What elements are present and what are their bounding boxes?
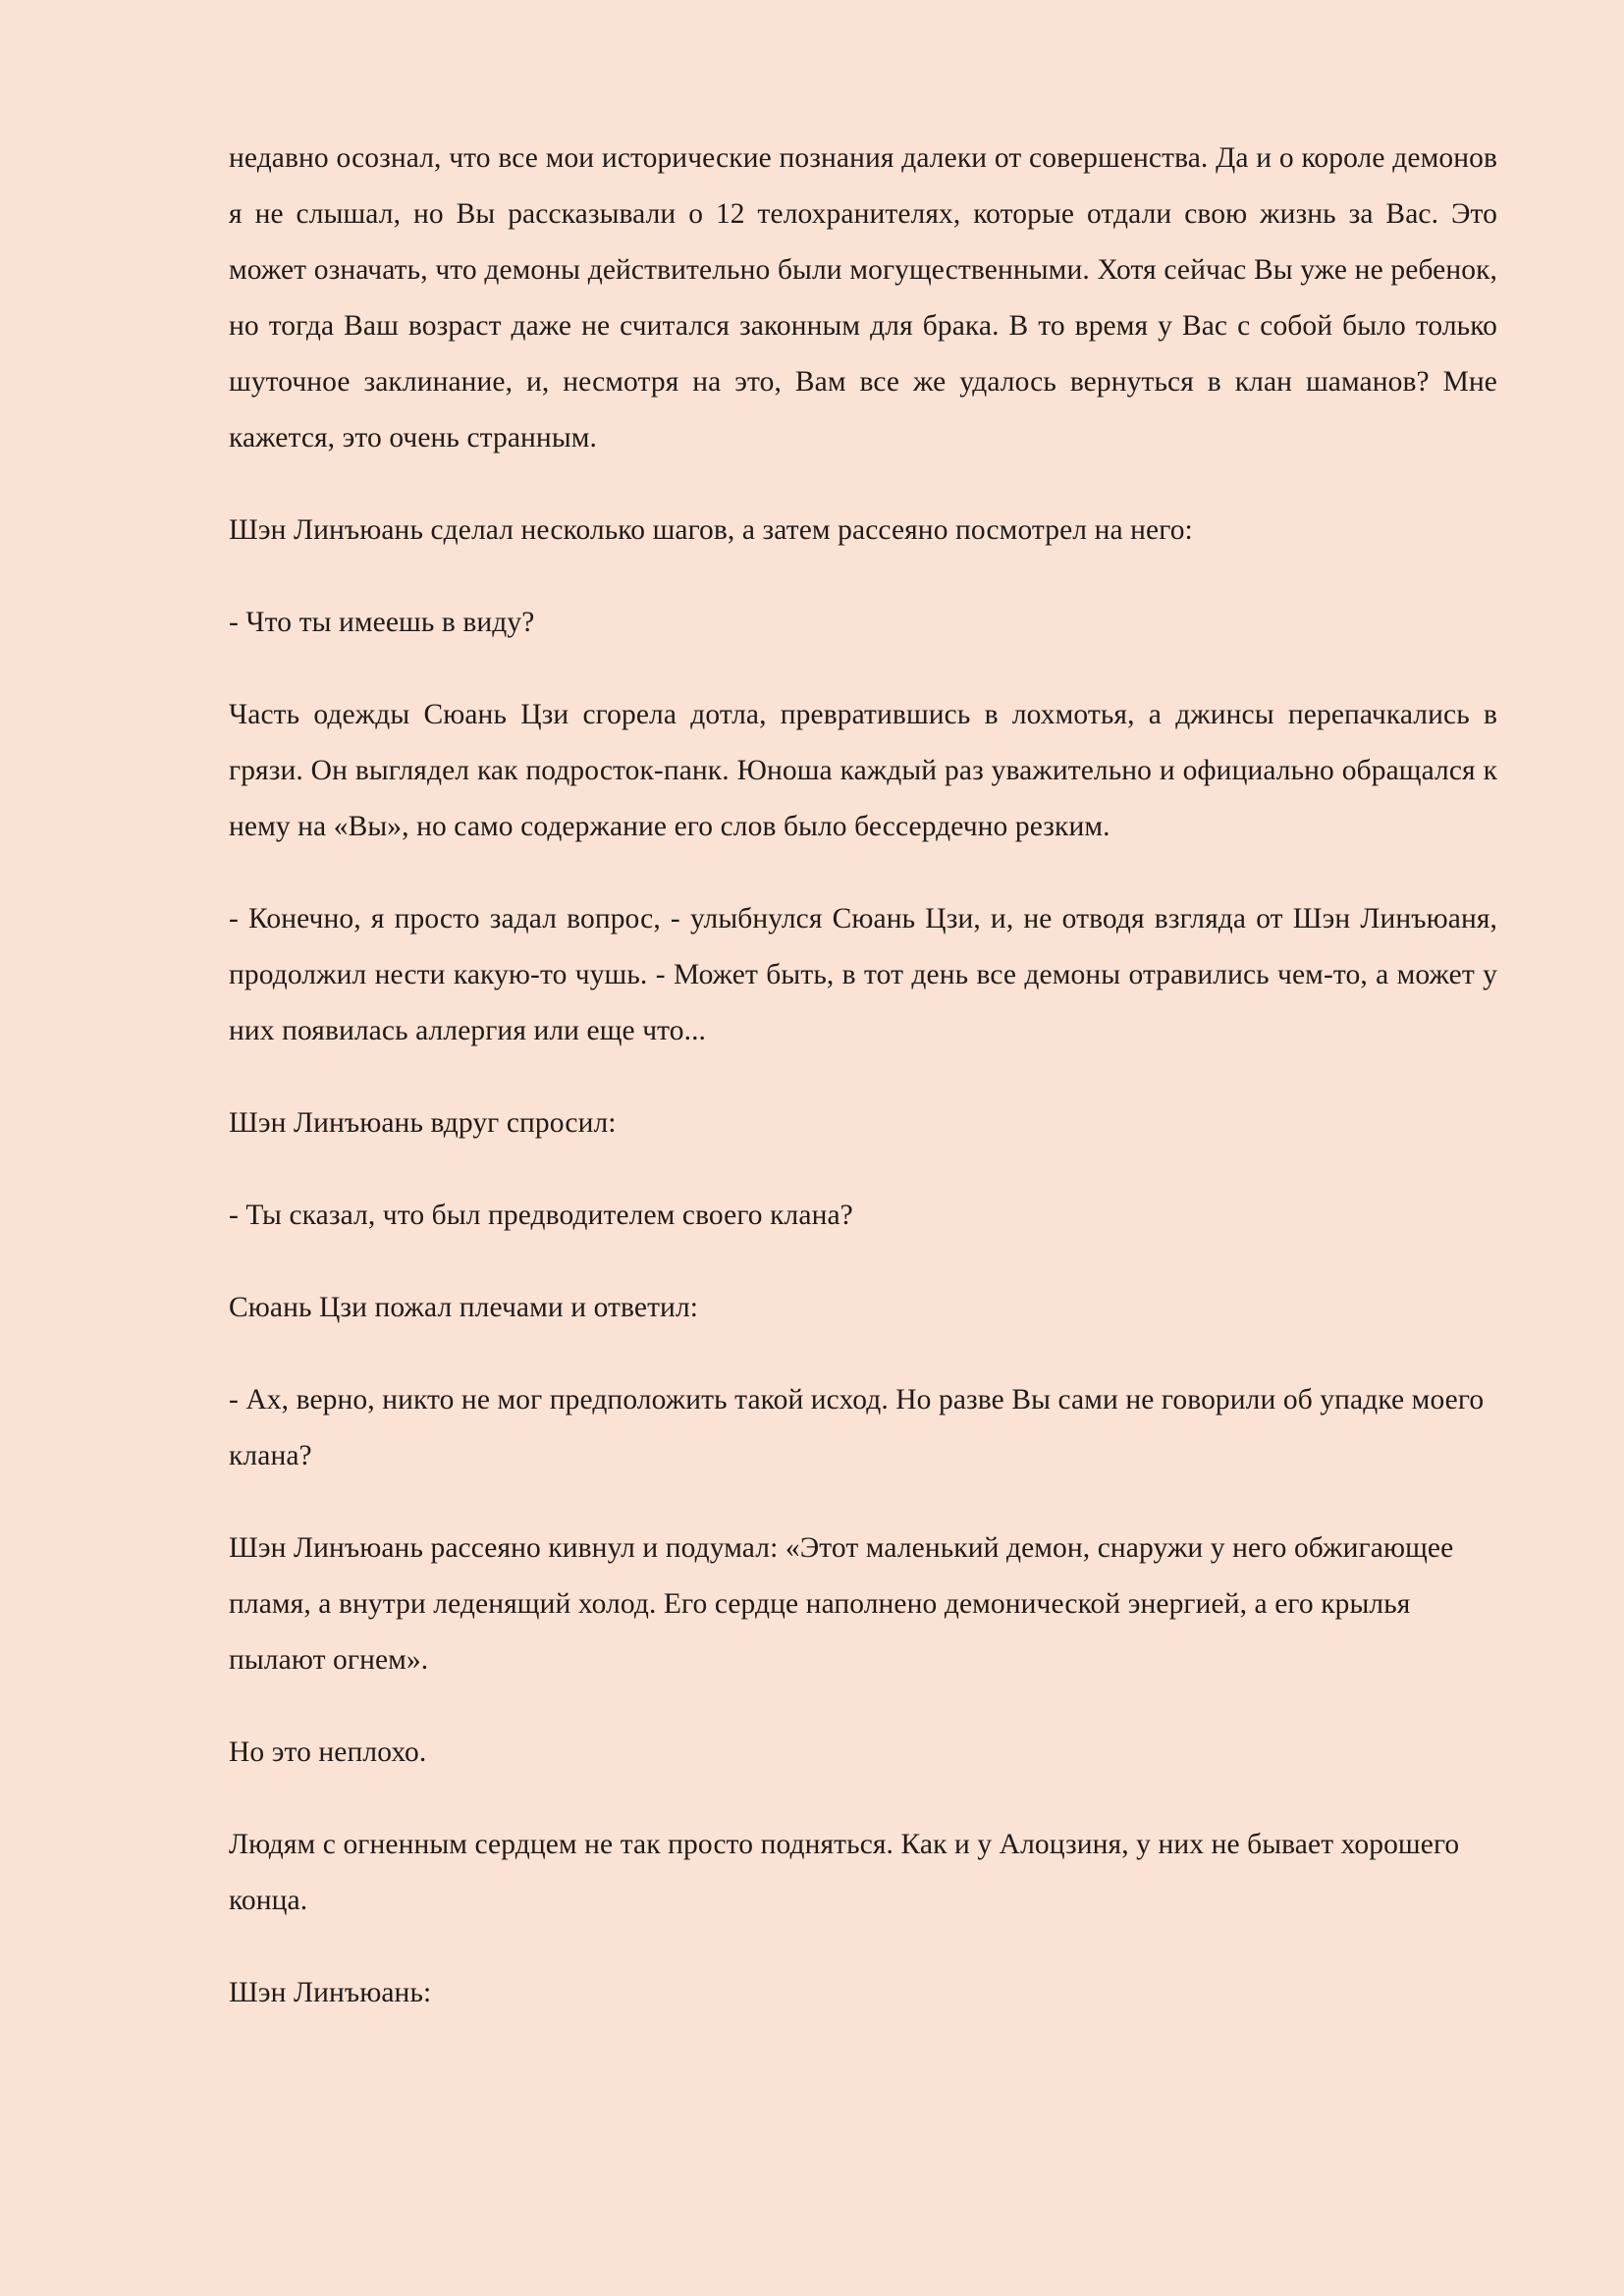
paragraph-8: Сюань Цзи пожал плечами и ответил: (229, 1292, 699, 1323)
document-body (229, 131, 1497, 2021)
paragraph-2: Шэн Линъюань сделал несколько шагов, а затем рассеяно посмотрел на него: (229, 514, 1193, 546)
paragraph-12: Людям с огненным сердцем не так просто подняться. Как и у Алоцзиня, у них не бывает хорошего конца. (229, 1829, 1460, 1916)
paragraph-13: Шэн Линъюань: (229, 1977, 432, 2008)
paragraph-1: недавно осознал, что все мои исторические познания далеки от совершенства. Да и о короле демонов я не слышал, но Вы рассказывали о 12 телохранителях, которые отдали свою жизнь за Вас. Это может означать, что демоны действительно были могущественными. Хотя сейчас Вы уже не ребенок, но тогда Ваш возраст даже не считался законным для брака. В то время у Вас с собой было только шуточное заклинание, и, несмотря на это, Вам все же удалось вернуться в клан шаманов? Мне кажется, это очень странным. (229, 142, 1497, 454)
paragraph-5-dialogue: - Конечно, я просто задал вопрос, - улыбнулся Сюань Цзи, и, не отводя взгляда от Шэн Линъюаня, продолжил нести какую-то чушь. - Может быть, в тот день все демоны отравились чем-то, а может у них появилась аллергия или еще что... (229, 903, 1497, 1046)
paragraph-6: Шэн Линъюань вдруг спросил: (229, 1107, 617, 1139)
paragraph-3-dialogue: - Что ты имеешь в виду? (229, 607, 535, 638)
paragraph-10: Шэн Линъюань рассеяно кивнул и подумал: «Этот маленький демон, снаружи у него обжигающее пламя, а внутри леденящий холод. Его сердце наполнено демонической энергией, а его крылья пылают огнем». (229, 1532, 1454, 1676)
paragraph-7-dialogue: - Ты сказал, что был предводителем своего клана? (229, 1200, 853, 1231)
paragraph-4: Часть одежды Сюань Цзи сгорела дотла, превратившись в лохмотья, а джинсы перепачкались в грязи. Он выглядел как подросток-панк. Юноша каждый раз уважительно и официально обращался к нему на «Вы», но само содержание его слов было бессердечно резким. (229, 699, 1497, 842)
paragraph-11: Но это неплохо. (229, 1736, 427, 1768)
paragraph-9-dialogue: - Ах, верно, никто не мог предположить такой исход. Но разве Вы сами не говорили об упадке моего клана? (229, 1384, 1485, 1471)
